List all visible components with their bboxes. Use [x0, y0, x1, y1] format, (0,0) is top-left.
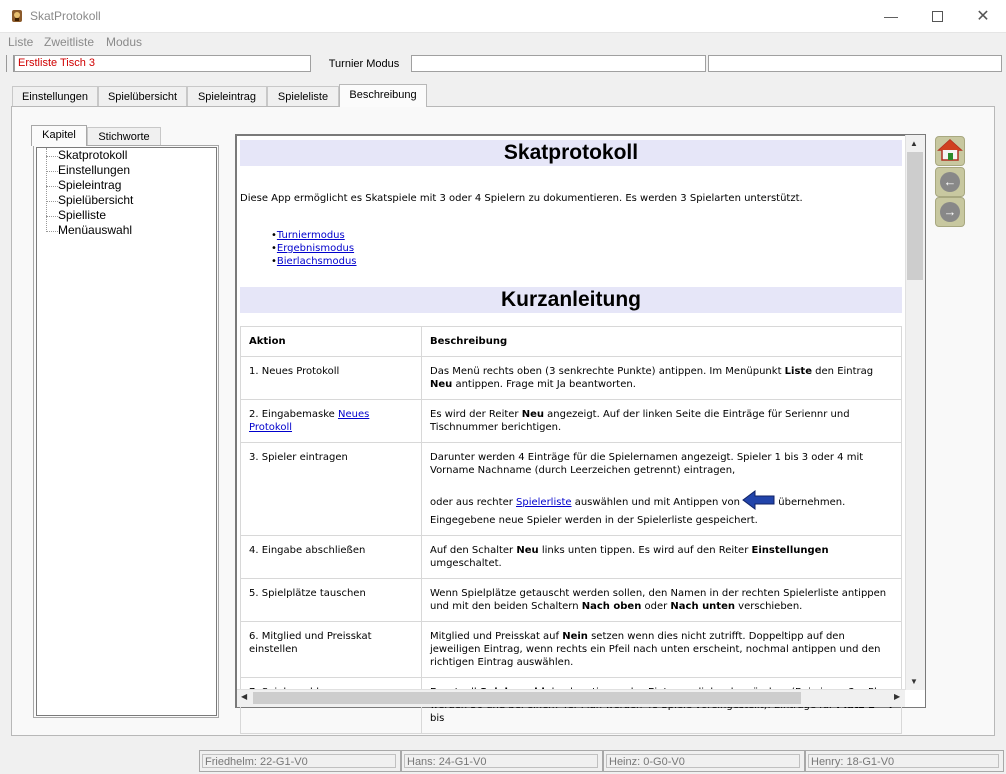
arrow-left-icon — [743, 490, 775, 514]
column-header: Aktion — [241, 327, 422, 357]
section-title: Kurzanleitung — [240, 287, 902, 313]
tab-beschreibung[interactable]: Beschreibung — [339, 84, 427, 107]
maximize-button[interactable] — [914, 0, 960, 32]
link-turniermodus[interactable]: Turniermodus — [276, 230, 345, 241]
title-bar — [0, 0, 1006, 33]
tab-stichworte[interactable]: Stichworte — [87, 127, 161, 145]
tree-item-einstellungen[interactable]: Einstellungen — [58, 163, 131, 177]
column-header: Beschreibung — [422, 327, 902, 357]
link-bierlachsmodus[interactable]: Bierlachsmodus — [276, 256, 357, 267]
table-cell: 1. Neues Protokoll — [241, 357, 422, 400]
table-row — [241, 357, 902, 400]
table-cell: bis — [422, 678, 902, 734]
tree-item-spieleintrag[interactable]: Spieleintrag — [58, 178, 122, 192]
table-cell: 2. Eingabemaske Neues Protokoll — [241, 400, 422, 443]
table-row — [241, 400, 902, 443]
table-cell: Das Menü rechts oben (3 senkrechte Punkte) antippen. Im Menüpunkt Liste den Eintrag Neu antippen. Frage mit Ja beantworten. — [422, 357, 902, 400]
table-cell: 6. Mitglied und Preisskat einstellen — [241, 622, 422, 678]
help-content — [237, 136, 907, 724]
table-cell: Wenn Spielplätze getauscht werden sollen, den Namen in der rechten Spielerliste antippen und mit den beiden Schaltern Nach oben oder Nach unten verschieben. — [422, 579, 902, 622]
table-row — [241, 327, 902, 357]
intro-text: Diese App ermöglicht es Skatspiele mit 3 oder 4 Spielern zu dokumentieren. Es werden 3 Spielarten unterstützt. — [240, 193, 803, 204]
scroll-left-icon[interactable]: ◀ — [241, 692, 248, 701]
close-button[interactable] — [960, 0, 1006, 32]
instructions-table — [240, 326, 902, 734]
table-row — [241, 536, 902, 579]
mode-label: Turnier Modus — [328, 58, 400, 70]
toolbar-field-3[interactable] — [708, 55, 1002, 72]
scroll-down-icon[interactable]: ▼ — [910, 677, 918, 686]
toolbar-field-2[interactable] — [411, 55, 706, 72]
list-item: •Bierlachsmodus — [271, 256, 357, 267]
table-cell: 4. Eingabe abschließen — [241, 536, 422, 579]
home-icon — [938, 139, 962, 164]
menu-bar — [0, 32, 1006, 52]
tab-spieleliste[interactable]: Spieleliste — [267, 86, 339, 106]
status-player-1: Friedhelm: 22-G1-V0 — [199, 750, 401, 772]
tree-item-menueauswahl[interactable]: Menüauswahl — [58, 223, 133, 237]
forward-button[interactable] — [935, 197, 965, 227]
link-ergebnismodus[interactable]: Ergebnismodus — [276, 243, 355, 254]
list-item: •Ergebnismodus — [271, 243, 355, 254]
list-name-field[interactable]: Erstliste Tisch 3 — [14, 55, 311, 72]
status-player-4: Henry: 18-G1-V0 — [805, 750, 1004, 772]
table-cell: Auf den Schalter Neu links unten tippen. Es wird auf den Reiter Einstellungen umgeschaltet. — [422, 536, 902, 579]
list-item: •Turniermodus — [271, 230, 345, 241]
minimize-icon: — — [884, 8, 898, 24]
table-row — [241, 622, 902, 678]
link-neues-protokoll[interactable]: Neues Protokoll — [249, 409, 370, 433]
tree-item-skatprotokoll[interactable]: Skatprotokoll — [58, 148, 128, 162]
arrow-right-circle-icon: → — [940, 202, 960, 222]
window-title: SkatProtokoll — [30, 9, 101, 23]
maximize-icon — [932, 11, 943, 22]
table-cell: Darunter werden 4 Einträge für die Spielernamen angezeigt. Spieler 1 bis 3 oder 4 mit Vorname Nachname (durch Leerzeichen getrennt) eintragen, oder aus rechter Spielerliste auswählen und mit Antippen von übernehmen. Eingegebene neue Spieler werden in der Spielerliste gespeichert. — [422, 443, 902, 536]
content-title: Skatprotokoll — [240, 140, 902, 166]
back-button[interactable] — [935, 167, 965, 197]
scroll-up-icon[interactable]: ▲ — [910, 139, 918, 148]
table-row — [241, 579, 902, 622]
menu-zweitliste[interactable]: Zweitliste — [44, 35, 95, 49]
table-cell: Mitglied und Preisskat auf Nein setzen wenn dies nicht zutrifft. Doppeltipp auf den jeweiligen Eintrag, wenn rechts ein Pfeil nach unten erscheint, nochmal antippen und den richtigen Eintrag auswählen. — [422, 622, 902, 678]
horizontal-scroll-thumb[interactable] — [253, 692, 801, 704]
menu-liste[interactable]: Liste — [8, 35, 34, 49]
tab-spieluebersicht[interactable]: Spielübersicht — [98, 86, 187, 106]
app-icon — [10, 9, 24, 23]
toolbar-grip[interactable] — [6, 55, 14, 72]
table-cell: Es wird der Reiter Neu angezeigt. Auf der linken Seite die Einträge für Seriennr und Tischnummer berichtigen. — [422, 400, 902, 443]
chapter-tree[interactable] — [36, 147, 217, 716]
arrow-left-circle-icon: ← — [940, 172, 960, 192]
tab-kapitel[interactable]: Kapitel — [31, 125, 87, 146]
close-icon: ✕ — [976, 8, 990, 25]
status-player-2: Hans: 24-G1-V0 — [401, 750, 603, 772]
tab-spieleintrag[interactable]: Spieleintrag — [187, 86, 267, 106]
table-row — [241, 443, 902, 536]
vertical-scroll-thumb[interactable] — [907, 152, 923, 280]
minimize-button[interactable] — [868, 0, 914, 32]
menu-modus[interactable]: Modus — [106, 35, 143, 49]
tree-item-spielliste[interactable]: Spielliste — [58, 208, 107, 222]
link-spielerliste[interactable]: Spielerliste — [516, 497, 572, 508]
tree-item-spieluebersicht[interactable]: Spielübersicht — [58, 193, 134, 207]
table-cell: 5. Spielplätze tauschen — [241, 579, 422, 622]
scroll-right-icon[interactable]: ▶ — [894, 692, 901, 701]
status-player-3: Heinz: 0-G0-V0 — [603, 750, 805, 772]
home-button[interactable] — [935, 136, 965, 166]
table-cell: 3. Spieler eintragen — [241, 443, 422, 536]
tab-einstellungen[interactable]: Einstellungen — [12, 86, 98, 106]
content-viewer[interactable] — [235, 134, 926, 724]
